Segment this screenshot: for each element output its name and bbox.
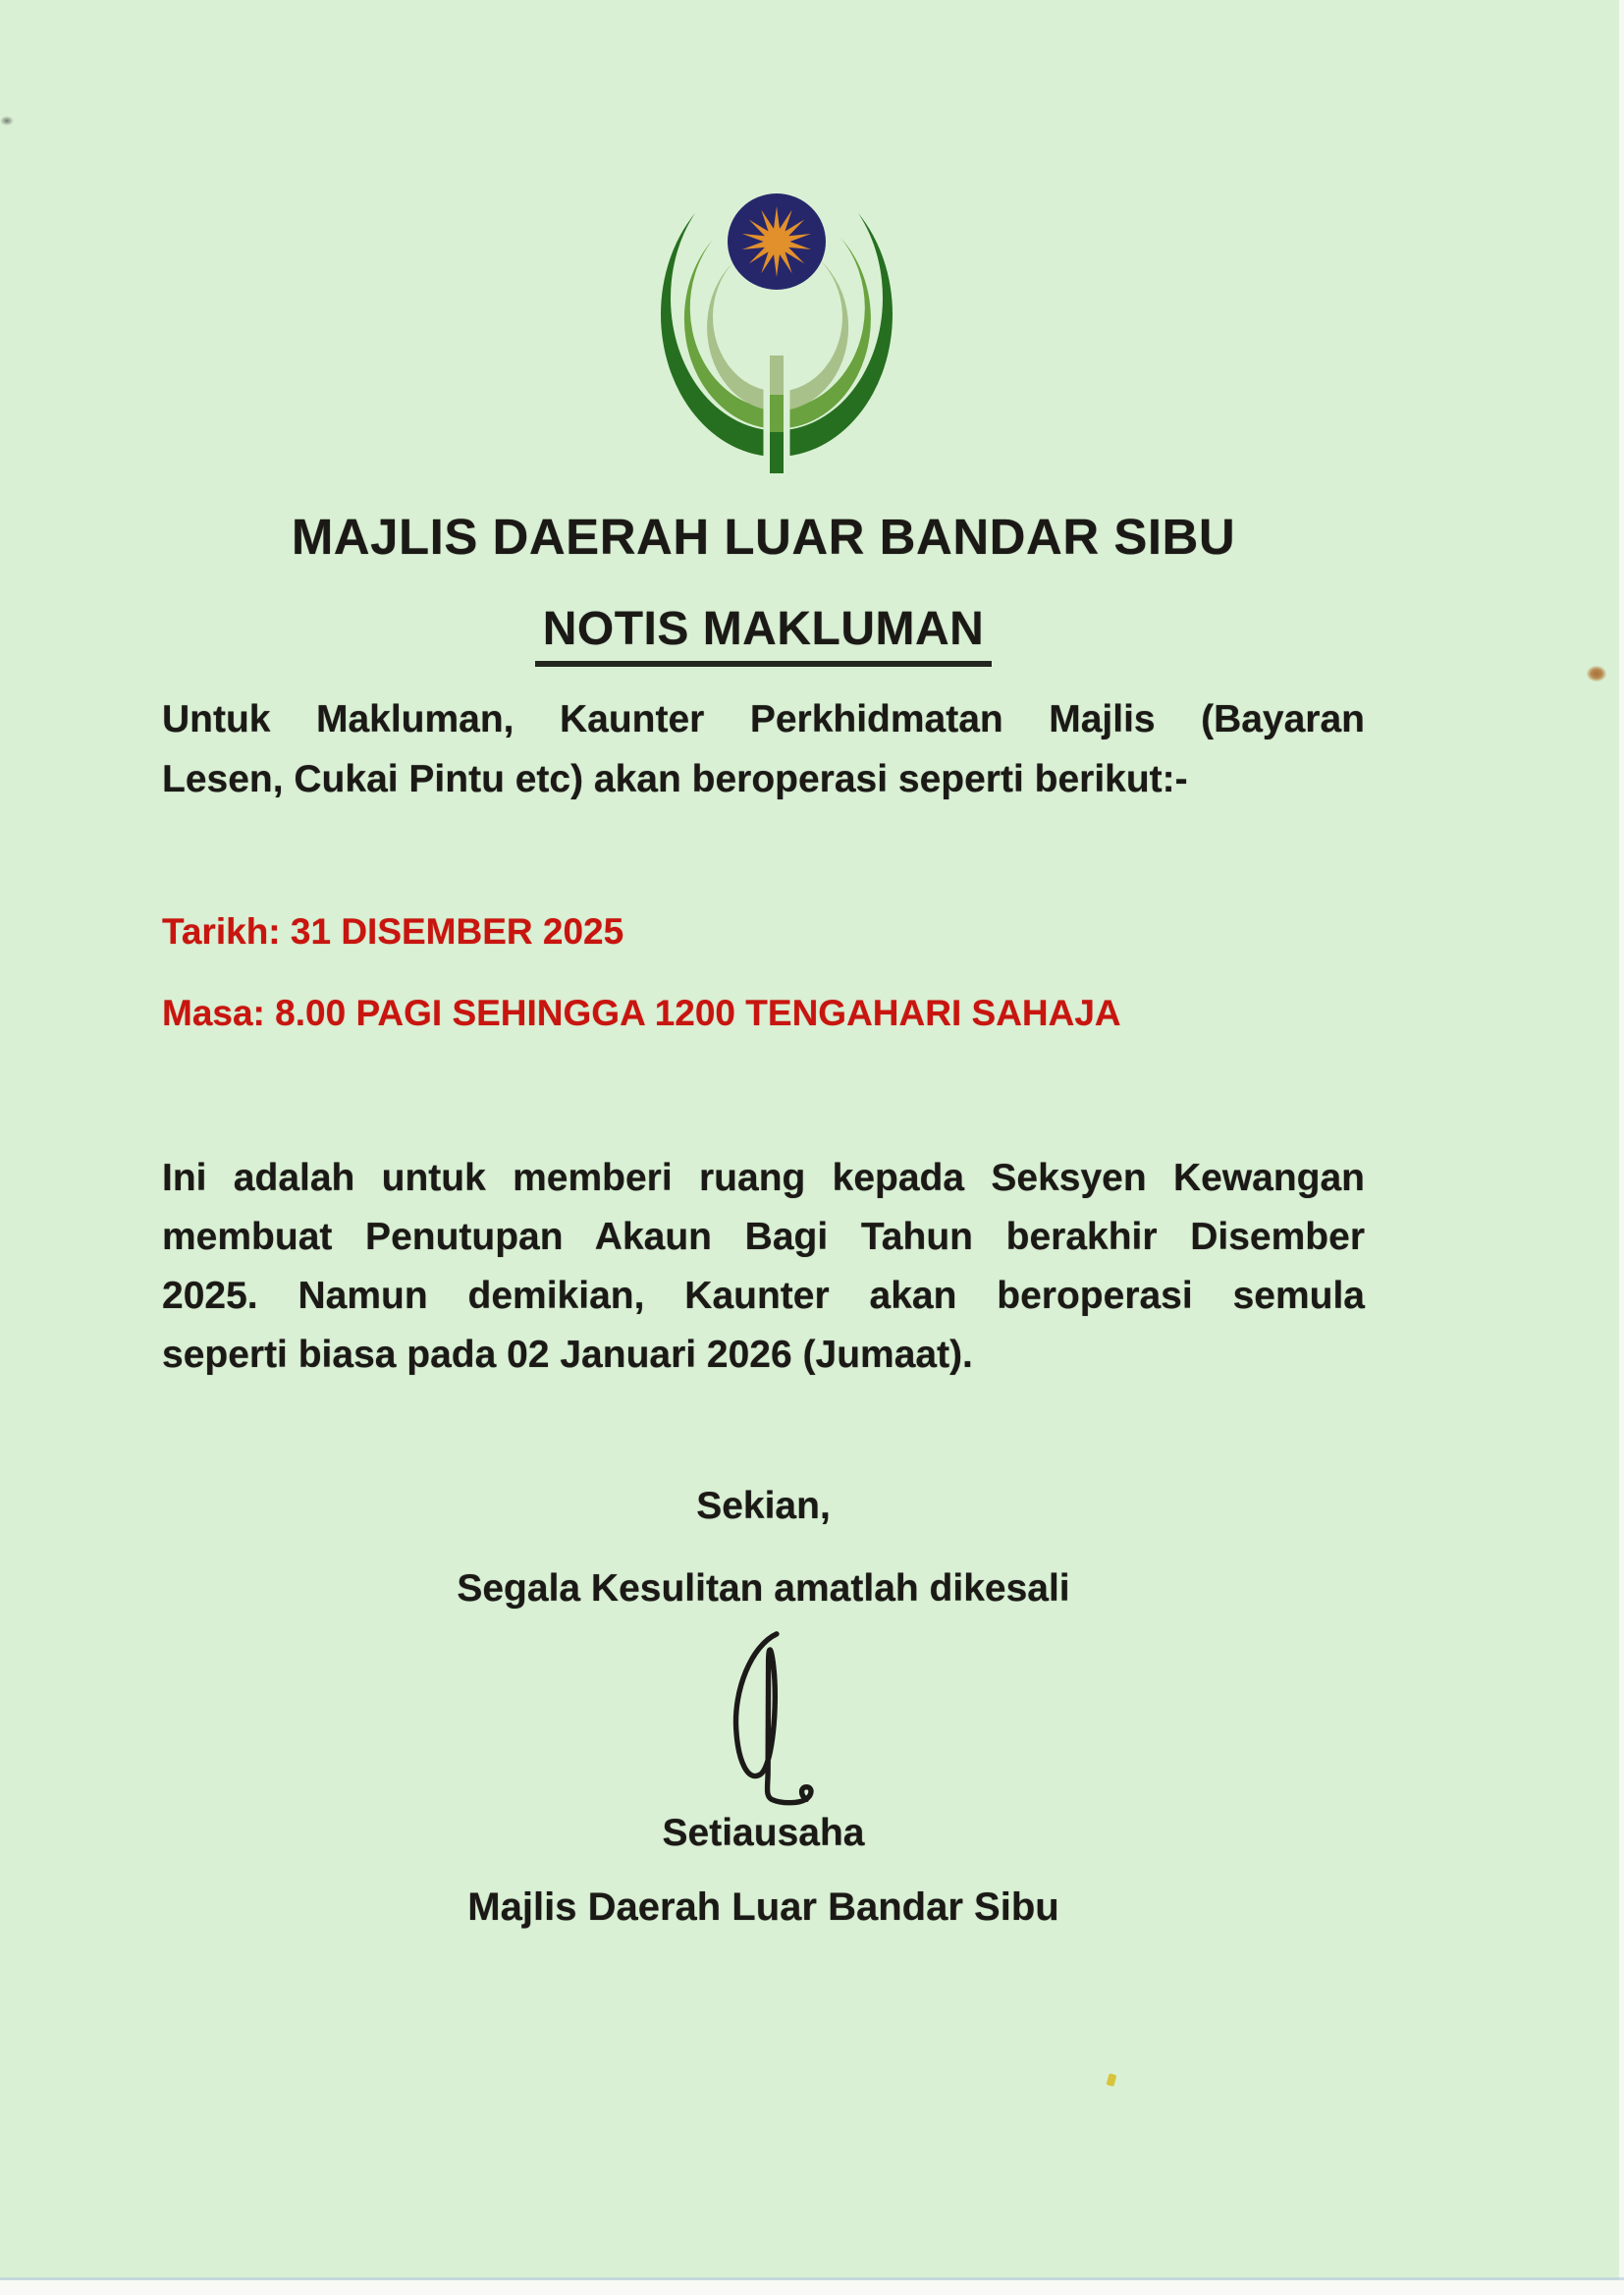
signatory-title: Setiausaha: [662, 1812, 865, 1854]
logo-stem-top: [770, 355, 784, 395]
paragraph-line: Ini adalah untuk memberi ruang kepada Seksyen Kewangan: [162, 1157, 1365, 1199]
notice-title-row: [162, 602, 1365, 667]
scanner-edge-right: [1619, 0, 1624, 2295]
council-logo-graphic: [641, 190, 896, 476]
scanner-edge-bottom: [0, 2280, 1624, 2295]
paragraph-line: membuat Penutupan Akaun Bagi Tahun berakhir Disember: [162, 1216, 1365, 1258]
paragraph-line: 2025. Namun demikian, Kaunter akan beroperasi semula: [162, 1275, 1365, 1317]
organization-title: MAJLIS DAERAH LUAR BANDAR SIBU: [291, 509, 1236, 565]
signature: [702, 1628, 847, 1819]
body-paragraph: [162, 1149, 1365, 1385]
logo-stem-middle: [770, 395, 784, 432]
schedule-time-line: Masa: 8.00 PAGI SEHINGGA 1200 TENGAHARI SAHAJA: [162, 993, 1121, 1033]
closing-line-2: Segala Kesulitan amatlah dikesali: [457, 1567, 1070, 1610]
paragraph-line: seperti biasa pada 02 Januari 2026 (Jumaat).: [162, 1334, 973, 1376]
paragraph-line: Lesen, Cukai Pintu etc) akan beroperasi seperti berikut:-: [162, 758, 1188, 800]
intro-paragraph: [162, 689, 1365, 809]
paper-speck: [1107, 2073, 1117, 2087]
paragraph-line: Untuk Makluman, Kaunter Perkhidmatan Majlis (Bayaran: [162, 698, 1365, 740]
logo-stem-bottom: [770, 432, 784, 473]
council-logo: [641, 190, 896, 476]
closing-line-1: Sekian,: [696, 1485, 831, 1527]
signatory-organization: Majlis Daerah Luar Bandar Sibu: [467, 1885, 1059, 1929]
notice-title: NOTIS MAKLUMAN: [535, 602, 993, 667]
paper-speck: [0, 116, 14, 126]
paper-speck: [1587, 666, 1606, 682]
schedule-date-line: Tarikh: 31 DISEMBER 2025: [162, 911, 624, 952]
signature-stroke: [702, 1628, 847, 1819]
